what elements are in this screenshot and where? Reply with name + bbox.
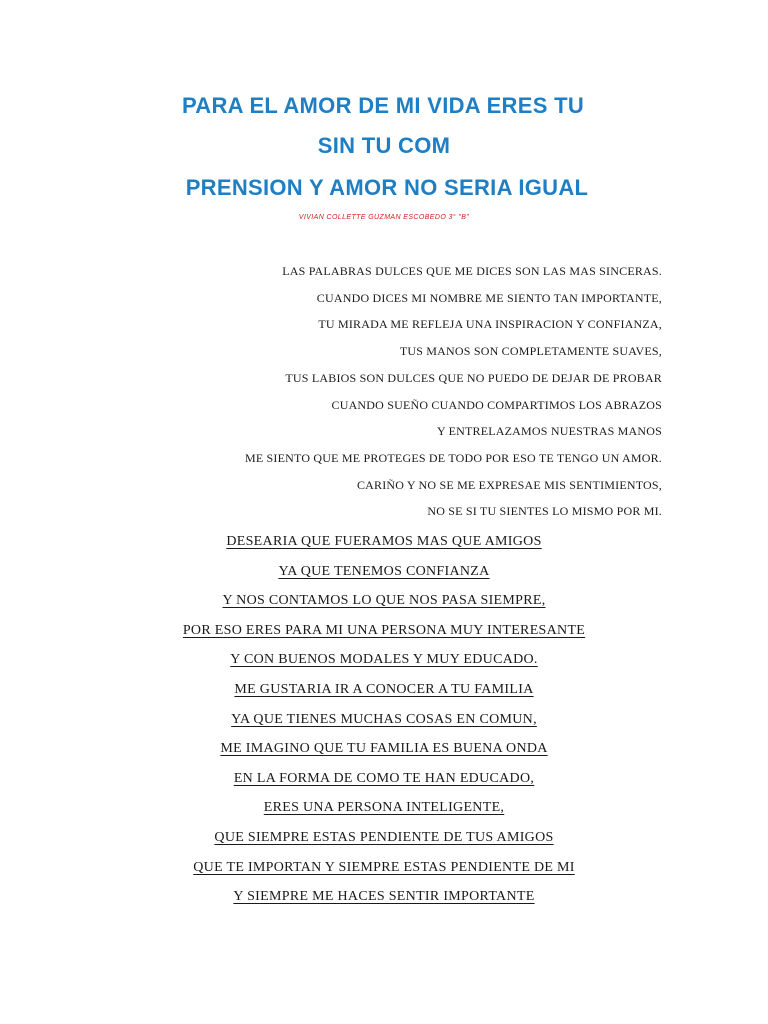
poem-line: CUANDO DICES MI NOMBRE ME SIENTO TAN IMPORTANTE, (316, 290, 662, 305)
poem-line-text: Y NOS CONTAMOS LO QUE NOS PASA SIEMPRE, (222, 593, 546, 609)
poem-line-text: ME IMAGINO QUE TU FAMILIA ES BUENA ONDA (220, 741, 548, 757)
poem-line-underlined (0, 527, 768, 557)
poem-line-text: YA QUE TENEMOS CONFIANZA (278, 563, 490, 579)
poem-line-underlined (0, 793, 768, 823)
poem-stanza-right-aligned (245, 258, 662, 525)
poem-line-underlined (0, 586, 768, 616)
poem-line-underlined (0, 616, 768, 646)
poem-line-text: POR ESO ERES PARA MI UNA PERSONA MUY INTERESANTE (182, 622, 586, 638)
poem-line-underlined (0, 764, 768, 794)
poem-line-text: Y SIEMPRE ME HACES SENTIR IMPORTANTE (233, 889, 535, 905)
poem-line: CARIÑO Y NO SE ME EXPRESAE MIS SENTIMIENTOS, (356, 477, 662, 492)
poem-line-text: QUE TE IMPORTAN Y SIEMPRE ESTAS PENDIENTE DE MI (193, 859, 575, 875)
poem-line: Y ENTRELAZAMOS NUESTRAS MANOS (436, 424, 662, 439)
title-line-3: PRENSION Y AMOR NO SERIA IGUAL (185, 175, 589, 200)
poem-line: TU MIRADA ME REFLEJA UNA INSPIRACION Y CONFIANZA, (318, 317, 662, 332)
poem-line-text: YA QUE TIENES MUCHAS COSAS EN COMUN, (231, 711, 537, 727)
poem-line-text: Y CON BUENOS MODALES Y MUY EDUCADO. (230, 652, 538, 668)
poem-line-underlined (0, 557, 768, 587)
poem-line-underlined (0, 823, 768, 853)
poem-line: ME SIENTO QUE ME PROTEGES DE TODO POR ESO TE TENGO UN AMOR. (244, 450, 662, 465)
title-line-2: SIN TU COM (317, 133, 451, 158)
poem-line-underlined (0, 853, 768, 883)
poem-line-text: ME GUSTARIA IR A CONOCER A TU FAMILIA (234, 681, 534, 697)
poem-line-underlined (0, 705, 768, 735)
author-credit: VIVIAN COLLETTE GUZMAN ESCOBEDO 3° "B" (298, 214, 470, 221)
poem-line-text: DESEARIA QUE FUERAMOS MAS QUE AMIGOS (226, 534, 542, 549)
poem-stanza-centered (0, 527, 768, 912)
poem-line-text: EN LA FORMA DE COMO TE HAN EDUCADO, (233, 770, 535, 786)
poem-line: LAS PALABRAS DULCES QUE ME DICES SON LAS MAS SINCERAS. (282, 264, 662, 278)
poem-line-underlined (0, 882, 768, 912)
poem-line: TUS MANOS SON COMPLETAMENTE SUAVES, (399, 344, 662, 359)
title-line-1: PARA EL AMOR DE MI VIDA ERES TU (181, 93, 585, 118)
poem-line: CUANDO SUEÑO CUANDO COMPARTIMOS LOS ABRAZOS (331, 397, 662, 412)
poem-line-underlined (0, 675, 768, 705)
poem-line: TUS LABIOS SON DULCES QUE NO PUEDO DE DEJAR DE PROBAR (285, 370, 662, 385)
poem-line-underlined (0, 645, 768, 675)
poem-line: NO SE SI TU SIENTES LO MISMO POR MI. (427, 504, 662, 519)
poem-line-text: QUE SIEMPRE ESTAS PENDIENTE DE TUS AMIGOS (214, 829, 554, 845)
poem-line-text: ERES UNA PERSONA INTELIGENTE, (263, 800, 505, 816)
poem-line-underlined (0, 734, 768, 764)
